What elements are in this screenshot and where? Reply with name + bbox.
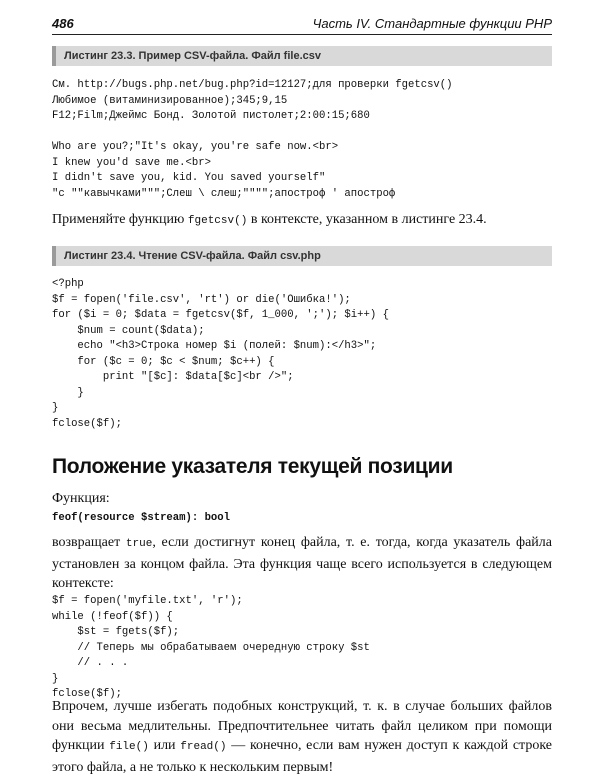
paragraph-text: возвращает xyxy=(52,535,126,550)
paragraph xyxy=(52,210,552,232)
code-listing: $f = fopen('myfile.txt', 'r'); while (!feof($f)) { $st = fgets($f); // Теперь мы обрабатываем очередную строку $st // . . . } fclose($f); xyxy=(52,595,370,700)
listing-caption: Листинг 23.4. Чтение CSV-файла. Файл csv.php xyxy=(52,246,552,266)
paragraph-text: или xyxy=(148,738,181,753)
paragraph-text: , если достигнут конец файла, т. е. тогда, когда указатель файла установлен за концом файла. Эта функция чаще всего используется в следующем контексте: xyxy=(52,535,552,591)
inline-code: fread() xyxy=(180,741,227,753)
page-header xyxy=(52,16,552,35)
inline-code: file() xyxy=(109,741,149,753)
page-number: 486 xyxy=(52,16,74,31)
paragraph-text: — конечно, если вам нужен доступ к каждой строке этого файла, а не только к нескольким первым! xyxy=(52,738,552,775)
function-label: Функция: xyxy=(52,491,110,506)
paragraph-text: Впрочем, лучше избегать подобных конструкций, т. к. в случае больших файлов они весьма медлительны. Предпочтительнее читать файл целиком при помощи функции xyxy=(52,699,552,753)
inline-code: true xyxy=(125,538,153,550)
paragraph-text: в контексте, указанном в листинге 23.4. xyxy=(247,212,487,227)
code-listing: См. http://bugs.php.net/bug.php?id=12127;для проверки fgetcsv() Любимое (витаминизированное);345;9,15 F12;Film;Джеймс Бонд. Золотой пистолет;2:00:15;680 Who are you?;"It's okay, you're safe now.<br> I knew you'd save me.<br> I didn't save you, kid. You saved yourself" "с ""кавычками""";Слеш \ слеш;"""";апостроф ' апостроф xyxy=(52,79,453,200)
running-title: Часть IV. Стандартные функции PHP xyxy=(312,16,552,31)
function-signature: feof(resource $stream): bool xyxy=(52,512,231,524)
section-heading: Положение указателя текущей позиции xyxy=(52,455,453,478)
code-listing: <?php $f = fopen('file.csv', 'rt') or die('Ошибка!'); for ($i = 0; $data = fgetcsv($f, 1_000, ';'); $i++) { $num = count($data); echo "<h3>Строка номер $i (полей: $num):</h3>"; for ($c = 0; $c < $num; $c++) { print "[$c]: $data[$c]<br />"; } } fclose($f); xyxy=(52,278,389,430)
paragraph-text: Применяйте функцию xyxy=(52,212,188,227)
paragraph xyxy=(52,697,552,777)
listing-caption: Листинг 23.3. Пример CSV-файла. Файл file.csv xyxy=(52,46,552,66)
paragraph xyxy=(52,533,552,594)
inline-code: fgetcsv() xyxy=(187,215,248,227)
